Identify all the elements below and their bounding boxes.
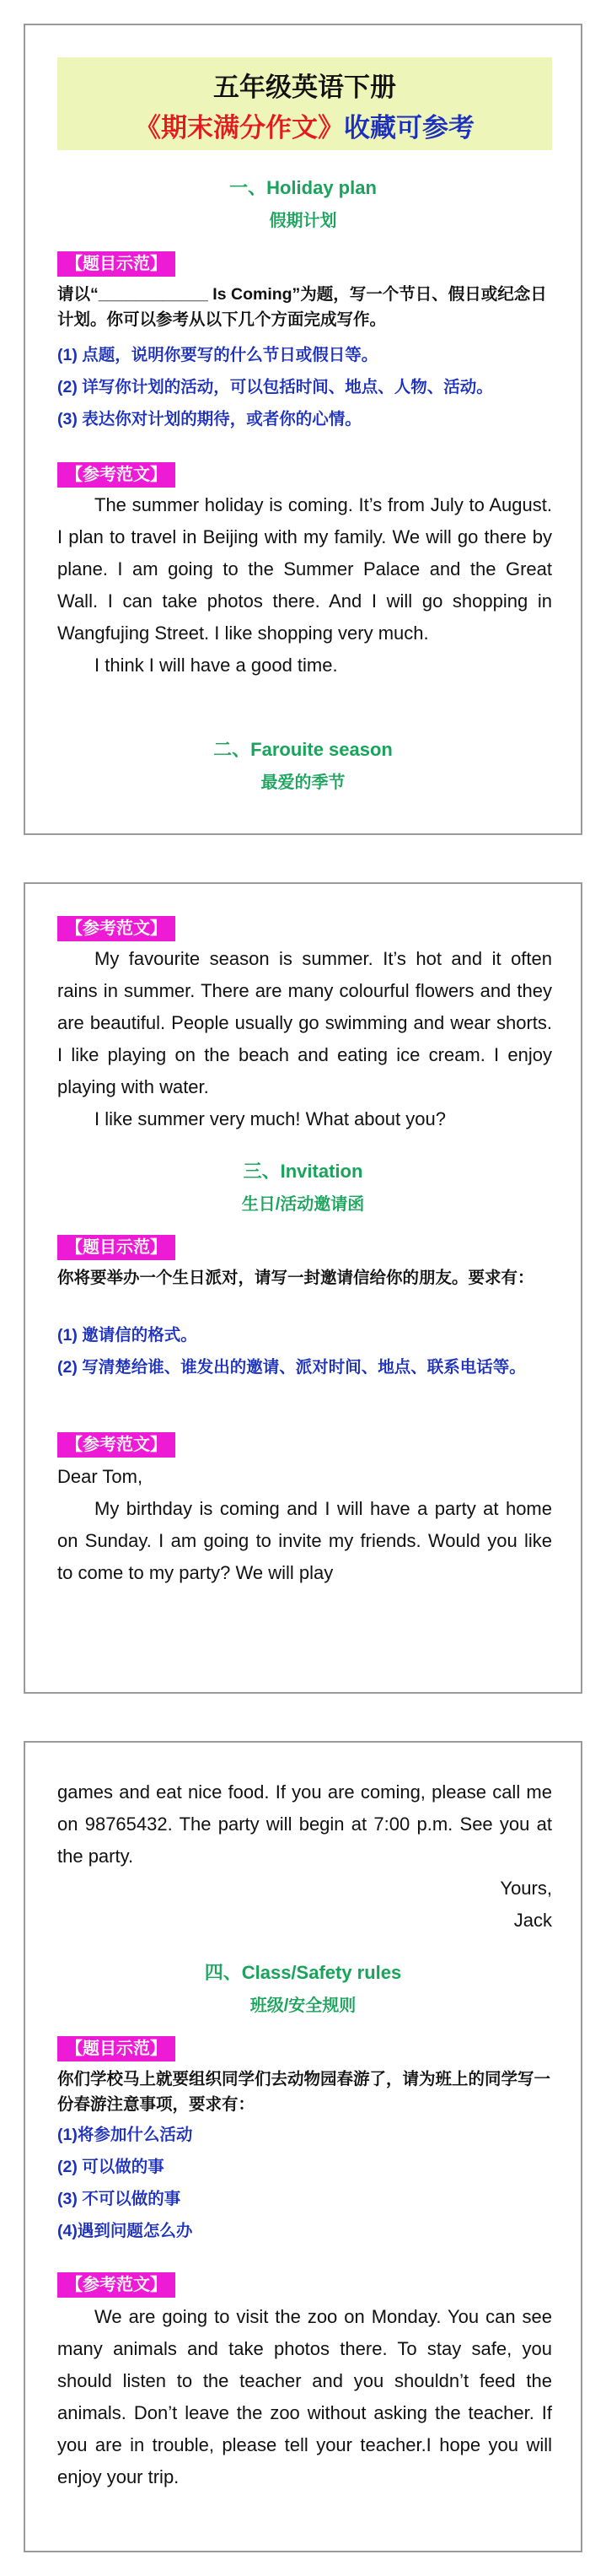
requirement-item: (2) 详写你计划的活动，可以包括时间、地点、人物、活动。 xyxy=(57,378,493,396)
page-card-1 xyxy=(24,24,582,835)
prompt-tag: 【题目示范】 xyxy=(57,1235,175,1260)
sample-tag: 【参考范文】 xyxy=(57,2272,175,2298)
essay-paragraph: My favourite season is summer. It’s hot and it often rains in summer. There are many colourful flowers and they are beautiful. People usually go swimming and wear shorts. I like playing on the beach and eating ice cream. I enjoy playing with water. xyxy=(57,948,552,1097)
section-4-subtitle: 班级/安全规则 xyxy=(249,1997,357,2015)
section-4-title: 四、Class/Safety rules xyxy=(204,1962,402,1983)
page-card-2 xyxy=(24,882,582,1694)
section-2-subtitle: 最爱的季节 xyxy=(260,773,346,792)
section-3-essay-part2: games and eat nice food. If you are coming, please call me on 98765432. The party will begin at 7:00 p.m. See you at the party. xyxy=(57,1781,552,1867)
section-3-prompt: 你将要举办一个生日派对，请写一封邀请信给你的朋友。要求有： xyxy=(57,1269,534,1287)
prompt-tag: 【题目示范】 xyxy=(57,251,175,277)
essay-paragraph: I like summer very much! What about you? xyxy=(94,1108,446,1129)
section-2-title: 二、Farouite season xyxy=(213,739,393,760)
section-3-requirements xyxy=(57,1323,552,1380)
subtitle-red: 《期末满分作文》 xyxy=(135,113,344,143)
page-subtitle xyxy=(57,106,552,144)
prompt-tag: 【题目示范】 xyxy=(57,2036,175,2061)
section-4-essay xyxy=(57,2301,552,2493)
section-4-prompt: 你们学校马上就要组织同学们去动物园春游了，请为班上的同学写一份春游注意事项，要求有： xyxy=(57,2070,551,2114)
section-4-requirements xyxy=(57,2122,563,2244)
section-3-essay-part1 xyxy=(57,1493,552,1589)
requirement-item: (1) 邀请信的格式。 xyxy=(57,1326,197,1345)
sample-tag: 【参考范文】 xyxy=(57,462,175,488)
requirement-item: (1)将参加什么活动 xyxy=(57,2126,193,2144)
requirement-item: (2) 可以做的事 xyxy=(57,2158,164,2176)
essay-paragraph: I think I will have a good time. xyxy=(94,655,338,676)
sample-tag: 【参考范文】 xyxy=(57,916,175,941)
section-2-heading xyxy=(25,736,581,793)
section-3-subtitle: 生日/活动邀请函 xyxy=(241,1195,365,1214)
requirement-item: (1) 点题，说明你要写的什么节日或假日等。 xyxy=(57,346,378,364)
requirement-item: (4)遇到问题怎么办 xyxy=(57,2222,193,2240)
letter-signature: Jack xyxy=(513,1910,552,1931)
essay-paragraph: The summer holiday is coming. It’s from July to August. I plan to travel in Beijing with my family. We will go there by plane. I am going to the Summer Palace and the Great Wall. I can take photos there. And I will go shopping in Wangfujing Street. I like shopping very much. xyxy=(57,494,552,644)
title-banner xyxy=(57,57,552,150)
section-1-title: 一、Holiday plan xyxy=(229,177,377,198)
section-1-prompt: 请以“____________ Is Coming”为题，写一个节日、假日或纪念日计划。你可以参考从以下几个方面完成写作。 xyxy=(57,285,547,329)
section-3-heading xyxy=(25,1157,581,1215)
sample-tag: 【参考范文】 xyxy=(57,1432,175,1458)
subtitle-blue: 收藏可参考 xyxy=(344,113,475,143)
section-1-requirements xyxy=(57,342,563,432)
letter-closing: Yours, xyxy=(500,1878,552,1899)
section-1-subtitle: 假期计划 xyxy=(269,212,337,230)
essay-paragraph: My birthday is coming and I will have a party at home on Sunday. I am going to invite my friends. Would you like to come to my party? We will play xyxy=(57,1498,552,1583)
section-3-title: 三、Invitation xyxy=(243,1161,363,1182)
section-1-essay xyxy=(57,489,552,682)
requirement-item: (2) 写清楚给谁、谁发出的邀请、派对时间、地点、联系电话等。 xyxy=(57,1358,526,1377)
page-card-3 xyxy=(24,1741,582,2552)
essay-paragraph: We are going to visit the zoo on Monday. You can see many animals and take photos there. To stay safe, you should listen to the teacher and you shouldn’t feed the animals. Don’t leave the zoo without asking the teacher. If you are in trouble, please tell your teacher.I hope you will enjoy your trip. xyxy=(57,2306,552,2487)
requirement-item: (3) 表达你对计划的期待，或者你的心情。 xyxy=(57,410,362,428)
letter-greeting: Dear Tom, xyxy=(57,1466,143,1487)
page-title: 五年级英语下册 xyxy=(213,73,396,102)
section-1-heading xyxy=(25,174,581,231)
requirement-item: (3) 不可以做的事 xyxy=(57,2190,181,2208)
section-4-heading xyxy=(25,1959,581,2016)
section-2-essay xyxy=(57,943,552,1135)
